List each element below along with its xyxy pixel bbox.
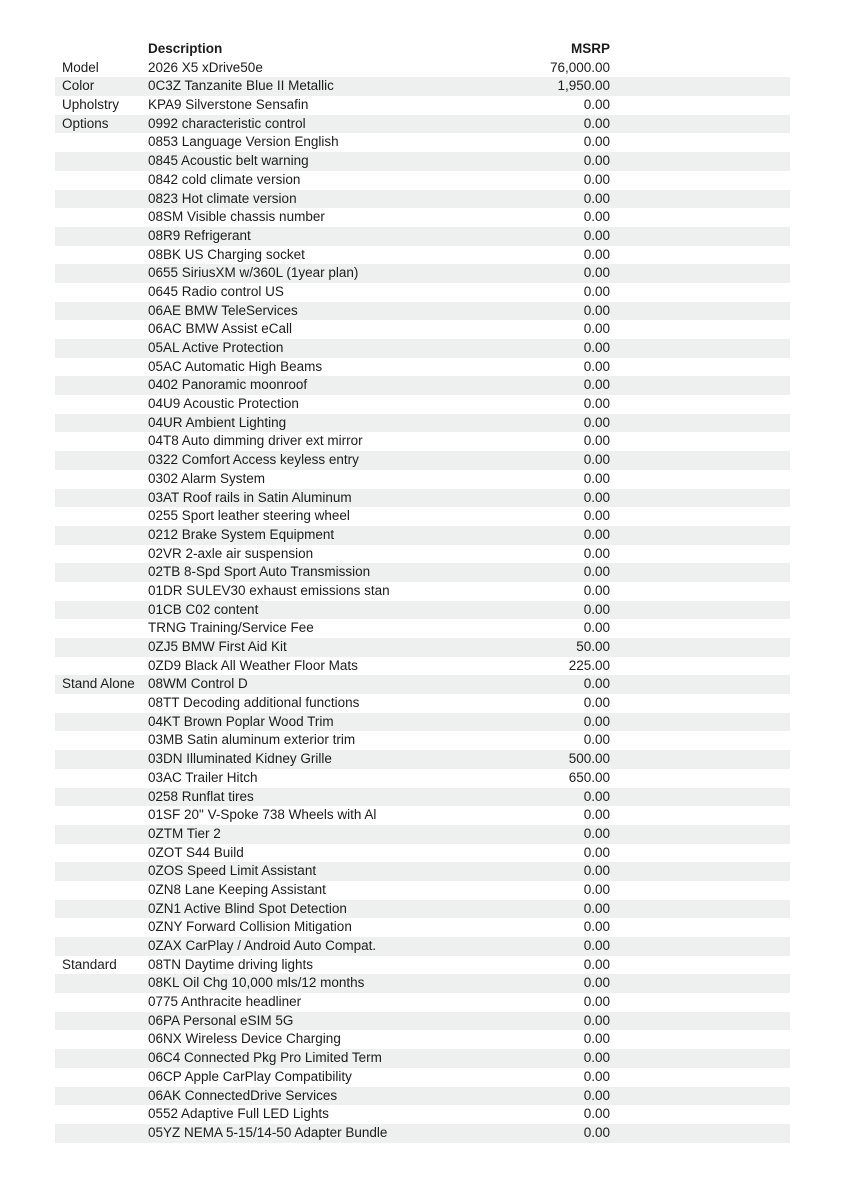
msrp-cell: 0.00 (583, 396, 610, 412)
msrp-cell: 0.00 (583, 956, 610, 972)
description-cell: 08BK US Charging socket (148, 246, 305, 262)
table-row (55, 115, 790, 134)
msrp-cell: 0.00 (583, 1124, 610, 1140)
msrp-cell: 0.00 (583, 695, 610, 711)
table-row (55, 59, 790, 78)
description-cell: 0853 Language Version English (148, 134, 339, 150)
description-cell: 0ZNY Forward Collision Mitigation (148, 919, 352, 935)
description-cell: 0655 SiriusXM w/360L (1year plan) (148, 265, 359, 281)
description-cell: 0823 Hot climate version (148, 190, 297, 206)
table-row (55, 77, 790, 96)
category-cell: Options (62, 115, 109, 131)
table-row (55, 844, 790, 863)
table-row (55, 96, 790, 115)
description-cell: 01SF 20" V-Spoke 738 Wheels with Al (148, 807, 377, 823)
msrp-cell: 0.00 (583, 545, 610, 561)
description-cell: 05AL Active Protection (148, 340, 284, 355)
category-cell: Standard (62, 956, 117, 972)
msrp-cell: 0.00 (583, 1031, 610, 1047)
msrp-cell: 0.00 (583, 564, 610, 580)
table-row (55, 731, 790, 750)
msrp-cell: 0.00 (583, 713, 610, 729)
table-row (55, 918, 790, 937)
msrp-cell: 0.00 (583, 601, 610, 617)
description-cell: 0992 characteristic control (148, 115, 306, 131)
description-cell: 0ZD9 Black All Weather Floor Mats (148, 657, 358, 673)
description-cell: 05AC Automatic High Beams (148, 358, 323, 374)
msrp-cell: 0.00 (583, 582, 610, 598)
description-cell: 06AE BMW TeleServices (148, 302, 298, 318)
table-row (55, 638, 790, 657)
description-cell: 02TB 8-Spd Sport Auto Transmission (148, 564, 371, 580)
msrp-cell: 0.00 (583, 171, 610, 187)
description-cell: 0302 Alarm System (148, 470, 266, 486)
msrp-cell: 0.00 (583, 489, 610, 505)
msrp-cell: 50.00 (576, 639, 610, 654)
description-cell: 06CP Apple CarPlay Compatibility (148, 1068, 352, 1084)
description-cell: 0C3Z Tanzanite Blue II Metallic (148, 78, 334, 94)
description-cell: 08WM Control D (148, 676, 248, 692)
msrp-cell: 0.00 (583, 508, 610, 524)
table-row (55, 1049, 790, 1068)
msrp-cell: 0.00 (583, 209, 610, 225)
msrp-cell: 225.00 (568, 657, 610, 673)
description-cell: 0845 Acoustic belt warning (148, 153, 309, 169)
description-cell: KPA9 Silverstone Sensafin (148, 97, 309, 113)
description-cell: 0ZJ5 BMW First Aid Kit (148, 639, 287, 654)
description-cell: 04T8 Auto dimming driver ext mirror (148, 433, 363, 449)
msrp-cell: 0.00 (583, 1068, 610, 1084)
description-cell: 0255 Sport leather steering wheel (148, 508, 350, 524)
description-cell: 03AT Roof rails in Satin Aluminum (148, 489, 352, 505)
msrp-cell: 0.00 (583, 732, 610, 748)
table-row (55, 376, 790, 395)
msrp-cell: 0.00 (583, 526, 610, 542)
msrp-cell: 0.00 (583, 433, 610, 449)
description-cell: 0ZTM Tier 2 (148, 825, 221, 841)
msrp-cell: 0.00 (583, 620, 610, 636)
table-row (55, 1030, 790, 1049)
msrp-cell: 0.00 (583, 807, 610, 823)
description-cell: 08R9 Refrigerant (148, 227, 251, 243)
msrp-cell: 0.00 (583, 246, 610, 262)
vehicle-options-table (55, 40, 790, 1143)
table-row (55, 881, 790, 900)
description-cell: 03DN Illuminated Kidney Grille (148, 751, 332, 767)
description-cell: 04UR Ambient Lighting (148, 414, 287, 430)
msrp-cell: 0.00 (583, 414, 610, 430)
table-row (55, 227, 790, 246)
table-row (55, 545, 790, 564)
table-row (55, 302, 790, 321)
category-cell: Color (62, 78, 95, 94)
msrp-cell: 0.00 (583, 881, 610, 897)
table-row (55, 862, 790, 881)
description-cell: 0ZOS Speed Limit Assistant (148, 863, 317, 879)
table-row (55, 582, 790, 601)
table-row (55, 788, 790, 807)
msrp-cell: 0.00 (583, 115, 610, 131)
table-row (55, 358, 790, 377)
table-row (55, 1012, 790, 1031)
table-row (55, 713, 790, 732)
msrp-cell: 0.00 (583, 676, 610, 692)
description-cell: 08TT Decoding additional functions (148, 695, 360, 711)
msrp-cell: 0.00 (583, 265, 610, 281)
msrp-cell: 0.00 (583, 470, 610, 486)
table-row (55, 432, 790, 451)
description-cell: 0842 cold climate version (148, 171, 301, 187)
table-row (55, 246, 790, 265)
table-row (55, 152, 790, 171)
description-cell: 06AK ConnectedDrive Services (148, 1087, 338, 1103)
description-cell: 0322 Comfort Access keyless entry (148, 452, 359, 468)
table-row (55, 414, 790, 433)
table-row (55, 1105, 790, 1124)
description-cell: 0402 Panoramic moonroof (148, 377, 308, 393)
table-row (55, 1124, 790, 1143)
msrp-cell: 0.00 (583, 1050, 610, 1066)
table-row (55, 769, 790, 788)
msrp-cell: 0.00 (583, 844, 610, 860)
table-row (55, 395, 790, 414)
msrp-cell: 0.00 (583, 1012, 610, 1028)
description-cell: 0ZN8 Lane Keeping Assistant (148, 881, 326, 897)
description-cell: 0ZAX CarPlay / Android Auto Compat. (148, 938, 377, 953)
msrp-cell: 0.00 (583, 358, 610, 374)
description-cell: 08TN Daytime driving lights (148, 956, 314, 972)
table-row (55, 1068, 790, 1087)
description-cell: 05YZ NEMA 5-15/14-50 Adapter Bundle (148, 1124, 388, 1140)
msrp-cell: 0.00 (583, 1087, 610, 1103)
description-cell: 08KL Oil Chg 10,000 mls/12 months (148, 975, 365, 991)
table-row (55, 956, 790, 975)
table-row (55, 208, 790, 227)
table-row (55, 900, 790, 919)
msrp-cell: 0.00 (583, 863, 610, 879)
msrp-cell: 0.00 (583, 377, 610, 393)
description-column-header: Description (148, 41, 223, 56)
description-cell: 03AC Trailer Hitch (148, 769, 258, 785)
table-row (55, 283, 790, 302)
table-row (55, 563, 790, 582)
msrp-cell: 0.00 (583, 134, 610, 150)
table-row (55, 993, 790, 1012)
table-row (55, 451, 790, 470)
msrp-cell: 0.00 (583, 190, 610, 206)
msrp-cell: 0.00 (583, 283, 610, 299)
msrp-cell: 0.00 (583, 1106, 610, 1122)
msrp-cell: 0.00 (583, 227, 610, 243)
description-cell: 01CB C02 content (148, 601, 259, 617)
msrp-cell: 0.00 (583, 321, 610, 337)
table-row (55, 470, 790, 489)
table-row (55, 339, 790, 358)
msrp-cell: 0.00 (583, 938, 610, 953)
msrp-cell: 0.00 (583, 302, 610, 318)
table-body (55, 59, 790, 1143)
msrp-cell: 76,000.00 (549, 59, 610, 75)
table-row (55, 133, 790, 152)
description-cell: 06PA Personal eSIM 5G (148, 1012, 294, 1028)
description-cell: 0ZOT S44 Build (148, 844, 244, 860)
table-row (55, 974, 790, 993)
description-cell: 08SM Visible chassis number (148, 209, 325, 225)
table-row (55, 750, 790, 769)
description-cell: 04KT Brown Poplar Wood Trim (148, 713, 334, 729)
table-row (55, 675, 790, 694)
description-cell: 0645 Radio control US (148, 283, 284, 299)
table-row (55, 657, 790, 676)
table-row (55, 489, 790, 508)
table-row (55, 320, 790, 339)
description-cell: 01DR SULEV30 exhaust emissions stan (148, 582, 390, 598)
msrp-cell: 0.00 (583, 788, 610, 804)
msrp-cell: 500.00 (568, 751, 610, 767)
table-row (55, 1087, 790, 1106)
description-cell: 0552 Adaptive Full LED Lights (148, 1106, 329, 1122)
table-row (55, 937, 790, 956)
description-cell: 06NX Wireless Device Charging (148, 1031, 341, 1047)
description-cell: 2026 X5 xDrive50e (148, 59, 263, 75)
msrp-cell: 0.00 (583, 994, 610, 1010)
msrp-cell: 1,950.00 (557, 78, 610, 94)
table-row (55, 171, 790, 190)
description-cell: 06AC BMW Assist eCall (148, 321, 293, 337)
msrp-cell: 0.00 (583, 97, 610, 113)
category-cell: Model (62, 59, 99, 75)
msrp-cell: 0.00 (583, 340, 610, 355)
table-row (55, 806, 790, 825)
table-row (55, 825, 790, 844)
category-cell: Upholstry (62, 97, 120, 113)
msrp-cell: 0.00 (583, 153, 610, 169)
msrp-cell: 0.00 (583, 825, 610, 841)
description-cell: 03MB Satin aluminum exterior trim (148, 732, 356, 748)
description-cell: 06C4 Connected Pkg Pro Limited Term (148, 1050, 382, 1066)
table-row (55, 601, 790, 620)
description-cell: 0212 Brake System Equipment (148, 526, 335, 542)
table-row (55, 526, 790, 545)
msrp-cell: 0.00 (583, 452, 610, 468)
msrp-cell: 0.00 (583, 919, 610, 935)
msrp-cell: 0.00 (583, 900, 610, 916)
table-row (55, 507, 790, 526)
table-header-row (55, 40, 790, 59)
description-cell: 02VR 2-axle air suspension (148, 545, 314, 561)
category-cell: Stand Alone (62, 676, 135, 692)
table-row (55, 190, 790, 209)
description-cell: TRNG Training/Service Fee (148, 620, 314, 636)
msrp-column-header: MSRP (570, 41, 610, 56)
table-row (55, 619, 790, 638)
description-cell: 0ZN1 Active Blind Spot Detection (148, 900, 347, 916)
msrp-cell: 650.00 (568, 769, 610, 785)
msrp-cell: 0.00 (583, 975, 610, 991)
table-row (55, 694, 790, 713)
table-row (55, 264, 790, 283)
description-cell: 04U9 Acoustic Protection (148, 396, 299, 412)
description-cell: 0258 Runflat tires (148, 788, 254, 804)
description-cell: 0775 Anthracite headliner (148, 994, 302, 1010)
